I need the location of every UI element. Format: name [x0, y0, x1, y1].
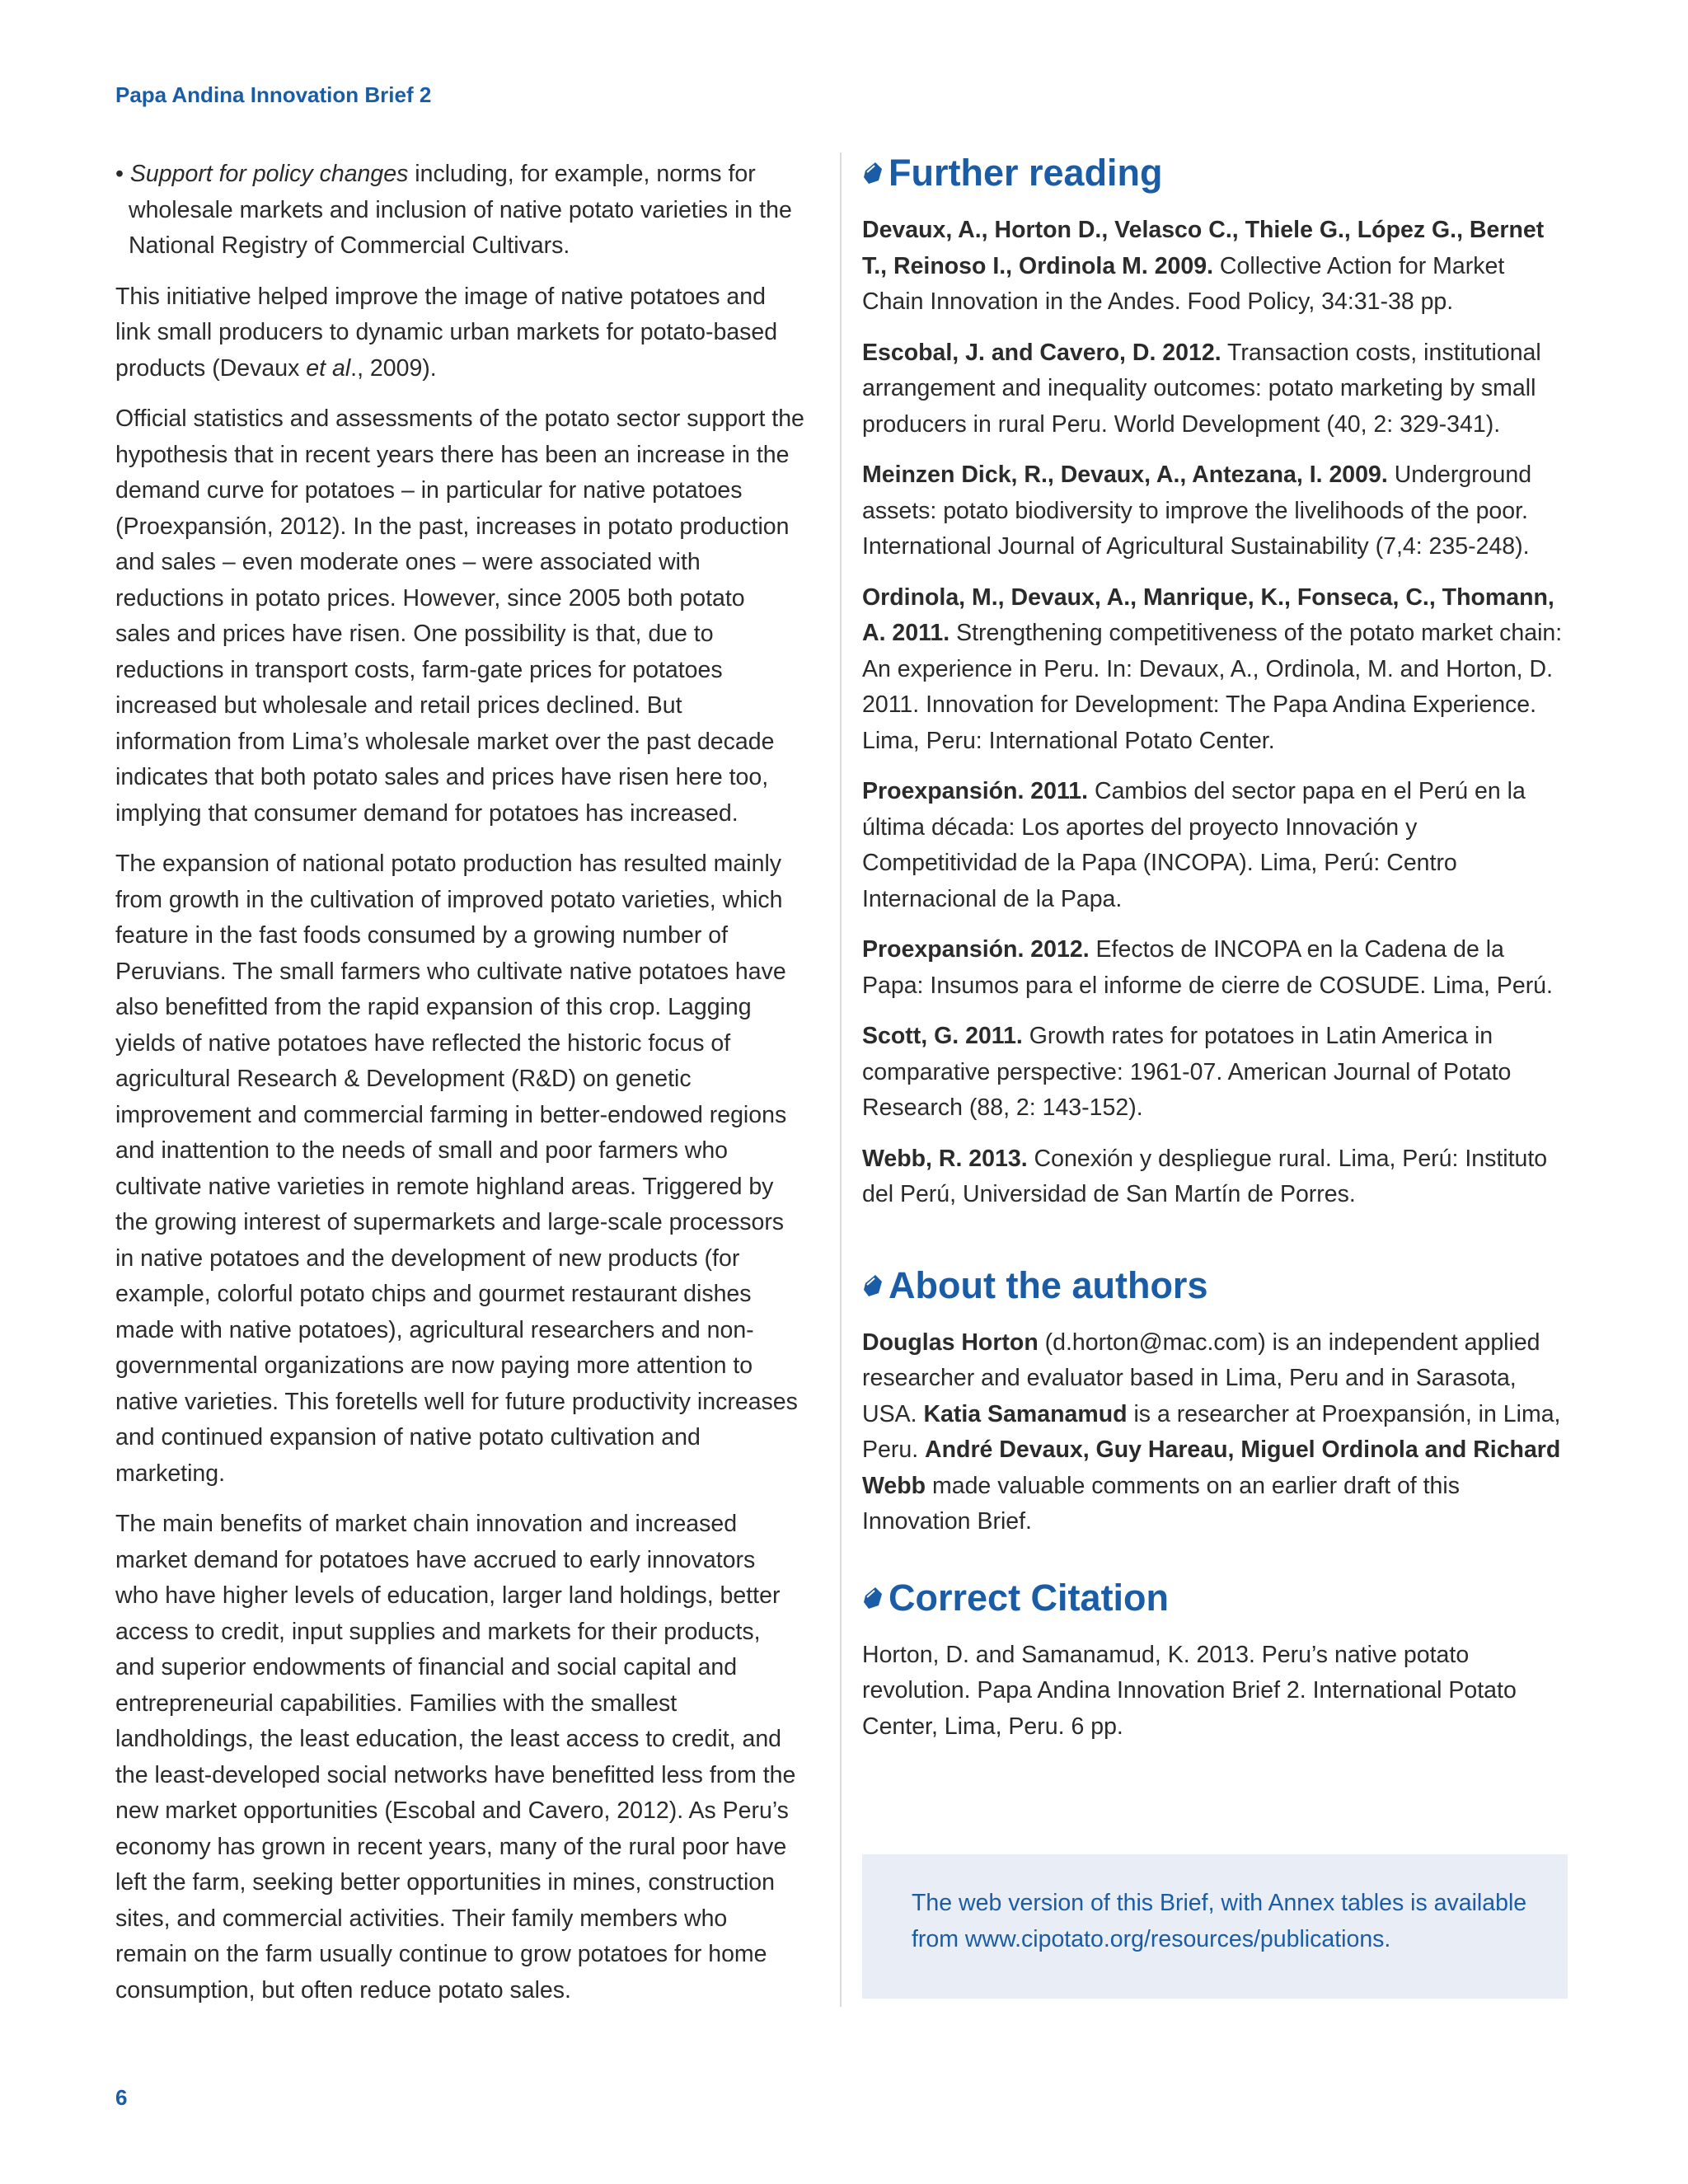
paragraph-text: This initiative helped improve the image of native potatoes and link small producers to dynamic urban markets for potato-based products (Devaux: [115, 283, 778, 382]
author-name: Douglas Horton: [862, 1329, 1039, 1356]
paragraph-image-of-native-potatoes: [115, 279, 804, 387]
reference-item: [862, 932, 1571, 1004]
section-spacer: [862, 1540, 1571, 1573]
callout-text: The web version of this Brief, with Annex tables is available from www.cipotato.org/resources/publications.: [912, 1890, 1527, 1952]
web-version-callout: [862, 1854, 1568, 1999]
bullet-text: including, for example, norms for wholesale markets and inclusion of native potato varieties in the National Registry of Commercial Cultivars.: [129, 161, 792, 259]
paragraph-official-statistics: Official statistics and assessments of the potato sector support the hypothesis that in recent years there has been an increase in the demand curve for potatoes – in particular for native potatoes (Proexpansión, 2012). In the past, increases in potato production and sales – even moderate ones – were associated with reductions in potato prices. However, since 2005 both potato sales and prices have risen. One possibility is that, due to reductions in transport costs, farm-gate prices for potatoes increased but wholesale and retail prices declined. But information from Lima’s wholesale market over the past decade indicates that both potato sales and prices have risen here too, implying that consumer demand for potatoes has increased.: [115, 405, 804, 827]
reference-item: [862, 1141, 1571, 1213]
page-number: 6: [115, 2085, 128, 2110]
heading-text: Correct Citation: [889, 1576, 1170, 1619]
heading-text: About the authors: [889, 1263, 1208, 1306]
reference-authors: Escobal, J. and Cavero, D. 2012.: [862, 339, 1221, 366]
reference-item: [862, 457, 1571, 565]
paragraph-main-benefits: The main benefits of market chain innovation and increased market demand for potatoes have accrued to early innovators who have higher levels of education, larger land holdings, better access to credit, input supplies and markets for their products, and superior endowments of financial and social capital and entrepreneurial capabilities. Families with the smallest landholdings, the least education, the least access to credit, and the least-developed social networks have benefitted less from the new market opportunities (Escobal and Cavero, 2012). As Peru’s economy has grown in recent years, many of the rural poor have left the farm, seeking better opportunities in mines, construction sites, and commercial activities. Their family members who remain on the farm usually continue to grow potatoes for home consumption, but often reduce potato sales.: [115, 1511, 796, 2004]
about-authors-text: [862, 1325, 1571, 1540]
paragraph-italic: et al: [306, 354, 351, 382]
reference-authors: Scott, G. 2011.: [862, 1023, 1023, 1049]
running-title: Papa Andina Innovation Brief 2: [115, 82, 432, 107]
reference-authors: Webb, R. 2013.: [862, 1145, 1028, 1172]
author-description: (d.horton@mac.com) is an independent applied researcher and evaluator based in Lima, Peru and in Sarasota, USA.: [862, 1329, 1540, 1427]
author-description: is a researcher at Proexpansión, in Lima, Peru.: [862, 1400, 1561, 1463]
reference-authors: Devaux, A., Horton D., Velasco C., Thiele G., López G., Bernet T., Reinoso I., Ordinola M. 2009.: [862, 217, 1545, 279]
heading-text: Further reading: [889, 152, 1163, 194]
column-divider: [840, 152, 842, 2007]
reference-item: [862, 213, 1571, 321]
reference-item: [862, 1019, 1571, 1127]
reference-item: [862, 335, 1571, 443]
right-column: [862, 148, 1571, 1745]
potato-diamond-icon: [862, 1586, 884, 1610]
reference-text: Strengthening competitiveness of the potato market chain: An experience in Peru. In: Devaux, A., Ordinola, M. and Horton, D. 2011. Innovation for Development: The Papa Andina Experience. Lima, Peru: International Potato Center.: [862, 620, 1563, 754]
reference-text: Cambios del sector papa en el Perú en la última década: Los aportes del proyecto Innovación y Competitividad de la Papa (INCOPA). Lima, Perú: Centro Internacional de la Papa.: [862, 778, 1526, 912]
about-authors-heading: [862, 1261, 1571, 1310]
reference-text: Conexión y despliegue rural. Lima, Perú: Instituto del Perú, Universidad de San Martín de Porres.: [862, 1145, 1548, 1207]
reference-authors: Proexpansión. 2012.: [862, 936, 1090, 963]
policy-bullet: [115, 157, 804, 265]
reference-text: Growth rates for potatoes in Latin America in comparative perspective: 1961-07. American Journal of Potato Research (88, 2: 143-152).: [862, 1023, 1512, 1121]
reference-text: Transaction costs, institutional arrangement and inequality outcomes: potato marketing by small producers in rural Peru. World Development (40, 2: 329-341).: [862, 339, 1541, 438]
reference-text: Collective Action for Market Chain Innovation in the Andes. Food Policy, 34:31-38 pp.: [862, 252, 1505, 315]
paragraph-text: ., 2009).: [350, 354, 437, 382]
reference-item: [862, 774, 1571, 917]
left-column: [115, 157, 804, 2023]
bullet-italic-lead: Support for policy changes: [129, 161, 409, 187]
potato-diamond-icon: [862, 161, 884, 185]
reference-text: Underground assets: potato biodiversity to improve the livelihoods of the poor. International Journal of Agricultural Sustainability (7,4: 235-248).: [862, 462, 1532, 560]
section-spacer: [862, 1228, 1571, 1261]
reference-item: [862, 580, 1571, 760]
citation-text: Horton, D. and Samanamud, K. 2013. Peru’s native potato revolution. Papa Andina Innovation Brief 2. International Potato Center, Lima, Peru. 6 pp.: [862, 1641, 1517, 1740]
reference-text: Efectos de INCOPA en la Cadena de la Papa: Insumos para el informe de cierre de COSUDE. Lima, Perú.: [862, 936, 1553, 999]
correct-citation-heading: [862, 1573, 1571, 1623]
reviewer-names: André Devaux, Guy Hareau, Miguel Ordinola and Richard Webb: [862, 1436, 1561, 1499]
reference-authors: Ordinola, M., Devaux, A., Manrique, K., Fonseca, C., Thomann, A. 2011.: [862, 583, 1554, 646]
paragraph-expansion-of-production: The expansion of national potato production has resulted mainly from growth in the cultivation of improved potato varieties, which feature in the fast foods consumed by a growing number of Peruvians. The small farmers who cultivate native potatoes have also benefitted from the rapid expansion of this crop. Lagging yields of native potatoes have reflected the historic focus of agricultural Research & Development (R&D) on genetic improvement and commercial farming in better-endowed regions and inattention to the needs of small and poor farmers who cultivate native varieties in remote highland areas. Triggered by the growing interest of supermarkets and large-scale processors in native potatoes and the development of new products (for example, colorful potato chips and gourmet restaurant dishes made with native potatoes), agricultural researchers and non-governmental organizations are now paying more attention to native varieties. This foretells well for future productivity increases and continued expansion of native potato cultivation and marketing.: [115, 851, 798, 1487]
author-description: made valuable comments on an earlier draft of this Innovation Brief.: [862, 1472, 1460, 1535]
bullet-marker: •: [115, 161, 124, 187]
further-reading-heading: [862, 148, 1571, 198]
reference-authors: Meinzen Dick, R., Devaux, A., Antezana, I. 2009.: [862, 462, 1388, 488]
author-name: Katia Samanamud: [923, 1400, 1128, 1427]
potato-diamond-icon: [862, 1273, 884, 1298]
reference-authors: Proexpansión. 2011.: [862, 778, 1089, 804]
